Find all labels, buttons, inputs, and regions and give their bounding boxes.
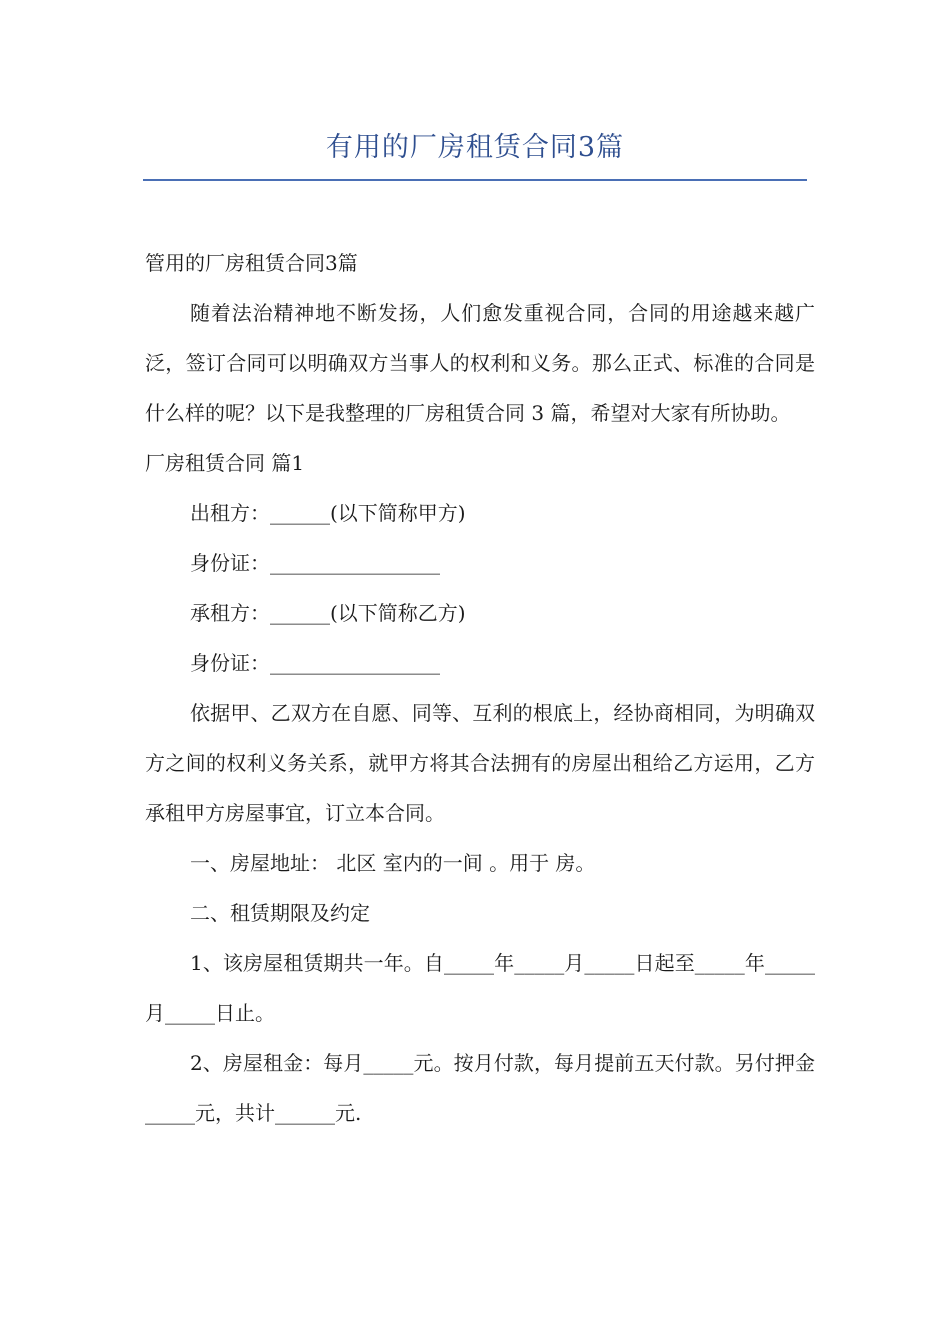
intro-paragraph: 随着法治精神地不断发扬，人们愈发重视合同，合同的用途越来越广泛，签订合同可以明确双方当事人的权利和义务。那么正式、标准的合同是什么样的呢？以下是我整理的厂房租赁合同 3 篇，希望对大家有所协助。 [145,301,815,425]
clause-lease-term-heading: 二、租赁期限及约定 [190,901,370,925]
document-subtitle: 管用的厂房租赁合同3篇 [145,251,358,275]
section-heading: 厂房租赁合同 篇1 [145,451,305,475]
lessee-line: 承租方：______(以下简称乙方) [190,601,466,625]
clause-lease-period: 1、该房屋租赁期共一年。自_____年_____月_____日起至_____年_____月_____日止。 [145,951,815,1025]
lessee-id-line: 身份证：_________________ [190,651,440,675]
clause-rent: 2、房屋租金：每月_____元。按月付款，每月提前五天付款。另付押金_____元，共计______元. [145,1051,815,1125]
lessor-id-line: 身份证：_________________ [190,551,440,575]
lessor-line: 出租方：______(以下简称甲方) [190,501,466,525]
document-title: 有用的厂房租赁合同3篇 [325,132,625,163]
preamble-paragraph: 依据甲、乙双方在自愿、同等、互利的根底上，经协商相同，为明确双方之间的权利义务关系，就甲方将其合法拥有的房屋出租给乙方运用，乙方承租甲方房屋事宜，订立本合同。 [145,701,815,825]
title-underline-divider [143,179,807,181]
document-body [145,238,815,1138]
clause-house-address: 一、房屋地址： 北区 室内的一间 。用于 房。 [190,851,596,875]
